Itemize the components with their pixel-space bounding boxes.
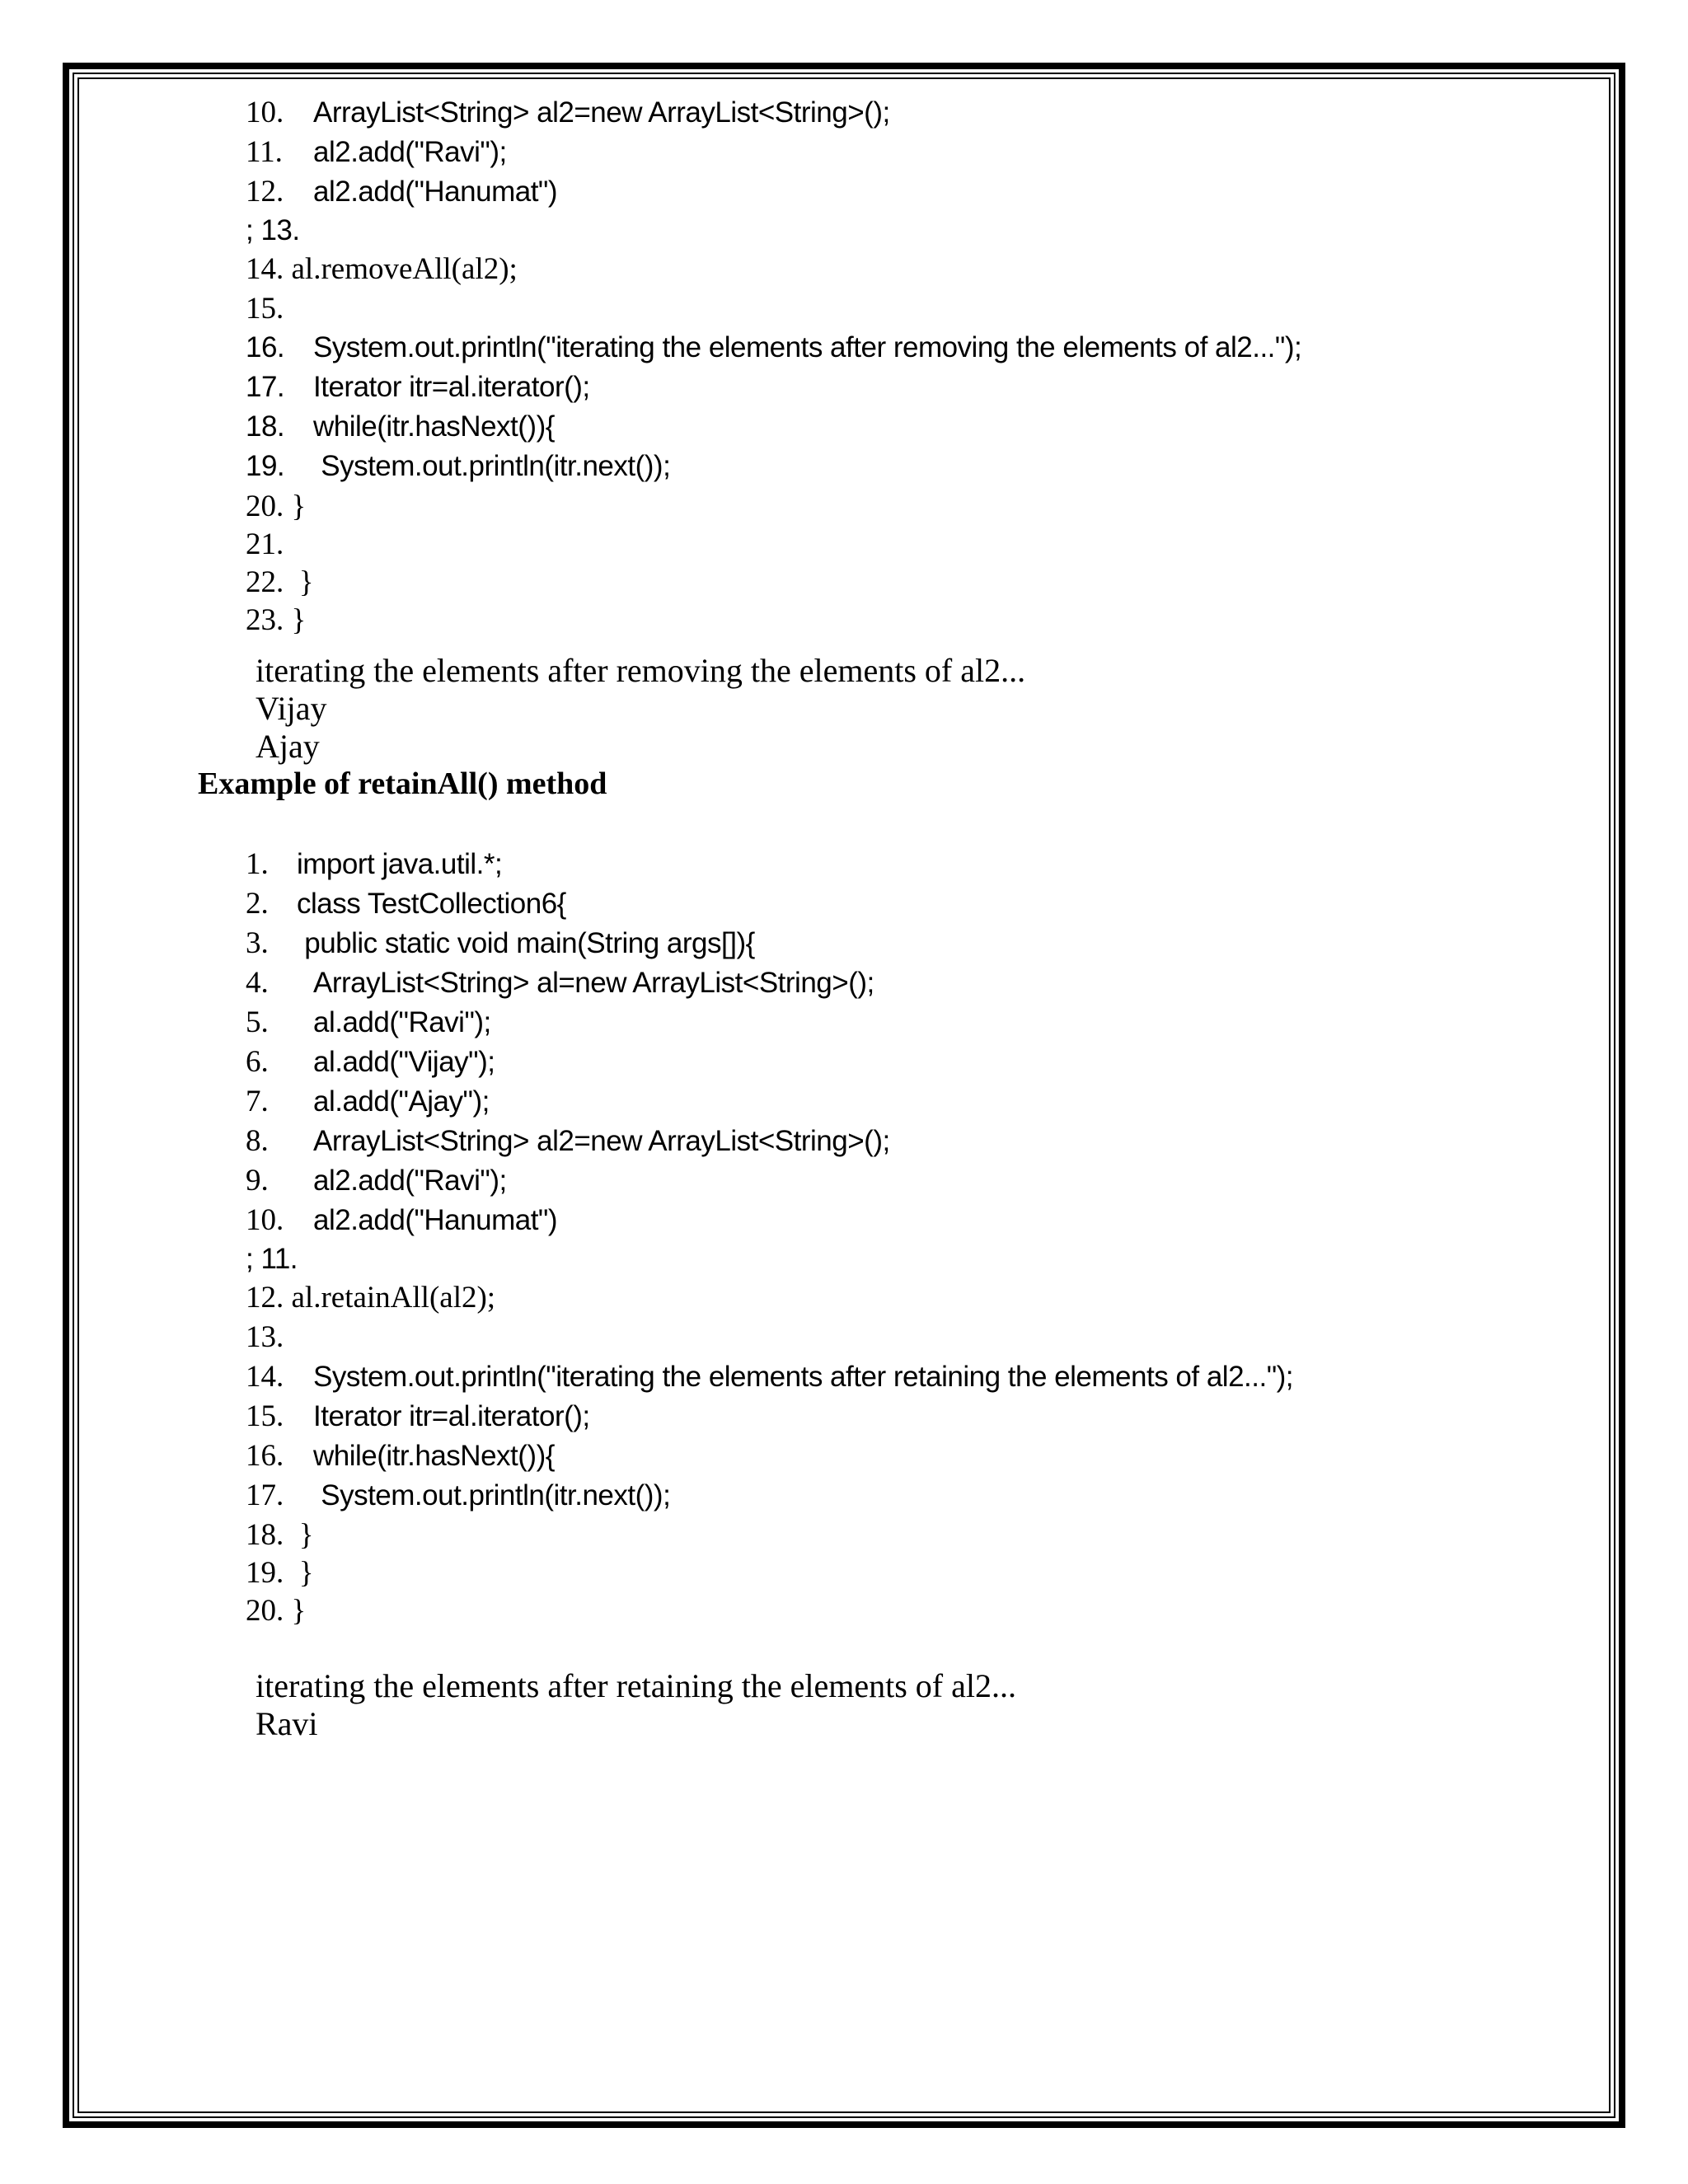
code-text: 12. al.retainAll(al2); <box>246 1281 496 1315</box>
code-line <box>246 1401 590 1441</box>
line-number: 5. <box>246 1005 269 1039</box>
code-line <box>246 293 284 333</box>
code-line <box>246 605 306 644</box>
code-line <box>246 968 874 1007</box>
code-text: import java.util.*; <box>297 848 503 880</box>
code-line <box>246 216 300 255</box>
output-line: Ravi <box>256 1705 318 1742</box>
line-number: 18. } <box>246 1518 314 1552</box>
line-number: 16. <box>246 1439 284 1473</box>
code-line <box>246 1361 1293 1401</box>
code-line <box>246 928 755 968</box>
code-line <box>246 1007 491 1047</box>
line-number: 16. <box>246 331 285 363</box>
output-line: iterating the elements after removing the elements of al2... <box>256 652 1026 689</box>
line-number: 13. <box>246 1320 284 1354</box>
code-text: al2.add("Hanumat") <box>313 1204 558 1236</box>
output-line: iterating the elements after retaining the elements of al2... <box>256 1667 1016 1704</box>
code-text: System.out.println(itr.next()); <box>313 1479 671 1511</box>
line-number: 6. <box>246 1045 269 1079</box>
code-line <box>246 333 1301 373</box>
code-text: Iterator itr=al.iterator(); <box>313 371 590 403</box>
line-number: 17. <box>246 371 285 403</box>
line-number: 8. <box>246 1124 269 1158</box>
code-text: System.out.println(itr.next()); <box>313 450 671 482</box>
code-line <box>246 1282 495 1322</box>
code-line <box>246 1165 507 1205</box>
code-text: al.add("Ravi"); <box>313 1006 491 1038</box>
line-number: 19. <box>246 450 285 482</box>
code-text: al2.add("Ravi"); <box>313 1165 507 1197</box>
line-number: 15. <box>246 1399 284 1433</box>
code-line <box>246 1520 314 1559</box>
code-line <box>246 1558 314 1597</box>
code-line <box>246 1441 555 1480</box>
code-text: al2.add("Ravi"); <box>313 136 507 168</box>
code-line <box>246 412 555 452</box>
code-text: System.out.println("iterating the elements after retaining the elements of al2..."); <box>313 1361 1294 1393</box>
line-number: 10. <box>246 1203 284 1237</box>
code-line <box>246 1244 298 1284</box>
code-line <box>246 1205 557 1244</box>
code-line <box>246 137 507 176</box>
code-line <box>246 1126 890 1165</box>
code-text: while(itr.hasNext()){ <box>313 1440 555 1472</box>
section-heading: Example of retainAll() method <box>198 766 607 801</box>
output-line: Ajay <box>256 728 320 765</box>
code-line <box>246 97 890 137</box>
line-number: 11. <box>246 135 283 169</box>
line-number: 4. <box>246 966 269 1000</box>
code-line <box>246 529 284 569</box>
code-line <box>246 491 306 531</box>
code-text: ArrayList<String> al2=new ArrayList<String>(); <box>313 1125 890 1157</box>
line-number: 22. } <box>246 565 314 599</box>
code-text: ArrayList<String> al=new ArrayList<String>(); <box>313 967 874 999</box>
code-line <box>246 1086 490 1126</box>
code-line <box>246 1596 306 1635</box>
line-number: 9. <box>246 1164 269 1197</box>
line-number: 12. <box>246 175 284 209</box>
line-number: 3. <box>246 926 269 960</box>
code-line <box>246 567 314 607</box>
code-line <box>246 1480 670 1520</box>
code-text: al.add("Vijay"); <box>313 1046 495 1078</box>
line-number: 23. } <box>246 603 307 637</box>
line-number: 1. <box>246 847 269 881</box>
code-line <box>246 254 518 293</box>
line-number: 18. <box>246 410 285 443</box>
line-number: 19. } <box>246 1556 314 1590</box>
code-line <box>246 1047 495 1086</box>
code-text: public static void main(String args[]){ <box>297 927 755 959</box>
code-line <box>246 849 502 888</box>
line-number: 7. <box>246 1085 269 1118</box>
code-text: System.out.println("iterating the elements after removing the elements of al2..."); <box>313 331 1302 363</box>
code-text: class TestCollection6{ <box>297 888 566 920</box>
line-number: 15. <box>246 292 284 326</box>
line-number: 21. <box>246 527 284 561</box>
code-text: 14. al.removeAll(al2); <box>246 252 518 286</box>
line-number: 20. } <box>246 490 307 523</box>
code-text: Iterator itr=al.iterator(); <box>313 1400 590 1432</box>
line-number: 10. <box>246 96 284 129</box>
code-text: ArrayList<String> al2=new ArrayList<String>(); <box>313 96 890 129</box>
code-line <box>246 1322 284 1361</box>
output-line: Vijay <box>256 690 327 727</box>
code-text: ; 11. <box>246 1243 298 1275</box>
line-number: 2. <box>246 887 269 921</box>
line-number: 17. <box>246 1479 284 1512</box>
code-text: al.add("Ajay"); <box>313 1085 490 1118</box>
line-number: 14. <box>246 1360 284 1394</box>
code-text: al2.add("Hanumat") <box>313 176 558 208</box>
code-line <box>246 373 590 412</box>
line-number: 20. } <box>246 1594 307 1628</box>
code-line <box>246 888 566 928</box>
code-text: while(itr.hasNext()){ <box>313 410 555 443</box>
code-line <box>246 176 557 216</box>
code-line <box>246 452 670 491</box>
code-text: ; 13. <box>246 214 300 246</box>
